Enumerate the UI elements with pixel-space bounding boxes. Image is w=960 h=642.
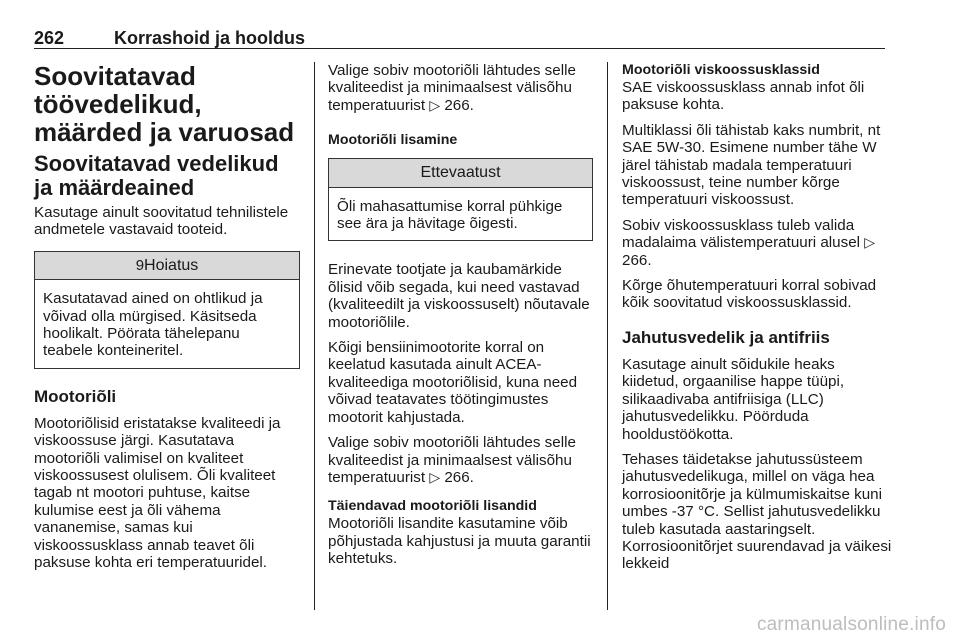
acea-text: Kõigi bensiinimootorite korral on keelatud kasutada ainult ACEA-kvaliteediga mootoriõlisid, kuna need võivad teatavates töötingimustes mootorit kahjustada. [328, 339, 578, 426]
page-reference-icon: ▷ [864, 234, 876, 251]
factory-coolant-text: Tehases täidetakse jahutussüsteem jahutusvedelikuga, millel on väga hea korrosioonitõrje ja külmumiskaitse kuni umbes -37 °C. Sellist jahutusvedelikku tuleb kasutada aastaringselt. Korrosioonitõrjet suurendavad ja väikesi lekkeid [622, 450, 892, 573]
page-reference[interactable]: 266. [622, 251, 652, 269]
oil-selection-text: Valige sobiv mootoriõli lähtudes selle kvaliteedist ja minimaalsest välisõhu temperatuurist ▷ 266. [328, 62, 576, 114]
page-header [34, 8, 885, 49]
warning-box [34, 251, 300, 369]
page-reference-icon: ▷ [429, 96, 441, 113]
heading-viscosity-classes: Mootoriõli viskoossusklassid [622, 62, 820, 78]
running-title: Korrashoid ja hooldus [114, 28, 306, 48]
sae-text: SAE viskoossusklass annab infot õli paksuse kohta. [622, 79, 865, 114]
heading-oil-additives: Täiendavad mootoriõli lisandid [328, 498, 537, 515]
warning-header [35, 252, 299, 280]
warning-title: Hoiatus [144, 256, 199, 274]
column-divider [607, 62, 608, 610]
intro-text: Kasutage ainult soovitatud tehnilistele andmetele vastavaid tooteid. [34, 204, 289, 239]
subsection-title: Soovitatavad vedelikud ja määrdeained [34, 151, 279, 200]
warning-icon: 9 [135, 256, 145, 274]
heading-engine-oil: Mootoriõli [34, 386, 117, 406]
multigrade-text: Multiklassi õli tähistab kaks numbrit, nt SAE 5W-30. Esimene number tähe W järel tähistab madala temperatuuri viskoossust, teine number kõrge temperatuuri viskoossust. [622, 121, 881, 209]
engine-oil-text: Mootoriõlisid eristatakse kvaliteedi ja viskoossuse järgi. Kasutatava mootoriõli valimisel on kvaliteet viskoossusest olulisem. Õli kvaliteet tagab nt mootori puhtuse, kaitse kulumise eest ja õli vähema vananemise, samas kui viskoossusklass annab teavet õli paksuse kohta eri temperatuuridel. [34, 414, 281, 572]
oil-additives-text: Mootoriõli lisandite kasutamine võib põhjustada kahjustusi ja muuta garantii kehtetuks. [328, 515, 591, 568]
high-temp-text: Kõrge õhutemperatuuri korral sobivad kõik soovitatud viskoossusklassid. [622, 277, 877, 312]
watermark: carmanualsonline.info [756, 614, 946, 635]
coolant-text: Kasutage ainult sõidukile heaks kiidetud, orgaanilise happe tüüpi, silikaadivaba antifriisiga (LLC) jahutusvedelikku. Pöörduda hooldustöökotta. [622, 355, 845, 443]
caution-box [328, 158, 593, 241]
column-2 [328, 62, 593, 576]
heading-adding-oil: Mootoriõli lisamine [328, 132, 458, 149]
page-reference[interactable]: 266. [444, 96, 474, 114]
section-title: Soovitatavad töövedelikud, määrded ja varuosad [34, 61, 295, 147]
mixing-oils-text: Erinevate tootjate ja kaubamärkide õlisid võib segada, kui need vastavad (kvaliteedilt ja viskoossuselt) nõutavale mootoriõlile. [328, 261, 590, 331]
page-reference[interactable]: 266. [444, 468, 474, 486]
column-1 [34, 62, 300, 580]
oil-selection-text-2: Valige sobiv mootoriõli lähtudes selle kvaliteedist ja minimaalsest välisõhu temperatuurist ▷ 266. [328, 434, 576, 486]
warning-body: Kasutatavad ained on ohtlikud ja võivad olla mürgised. Käsitseda hoolikalt. Pöörata tähelepanu teabele konteineritel. [43, 290, 263, 360]
caution-title: Ettevaatust [329, 159, 592, 187]
page-number: 262 [34, 28, 65, 48]
heading-coolant: Jahutusvedelik ja antifriis [622, 327, 830, 347]
caution-body: Õli mahasattumise korral pühkige see ära ja hävitage õigesti. [337, 197, 563, 233]
page-reference-icon: ▷ [429, 468, 441, 485]
column-3 [622, 62, 892, 581]
column-divider [314, 62, 315, 610]
viscosity-selection-text: Sobiv viskoossusklass tuleb valida madalaima välistemperatuuri alusel ▷ 266. [622, 216, 876, 269]
